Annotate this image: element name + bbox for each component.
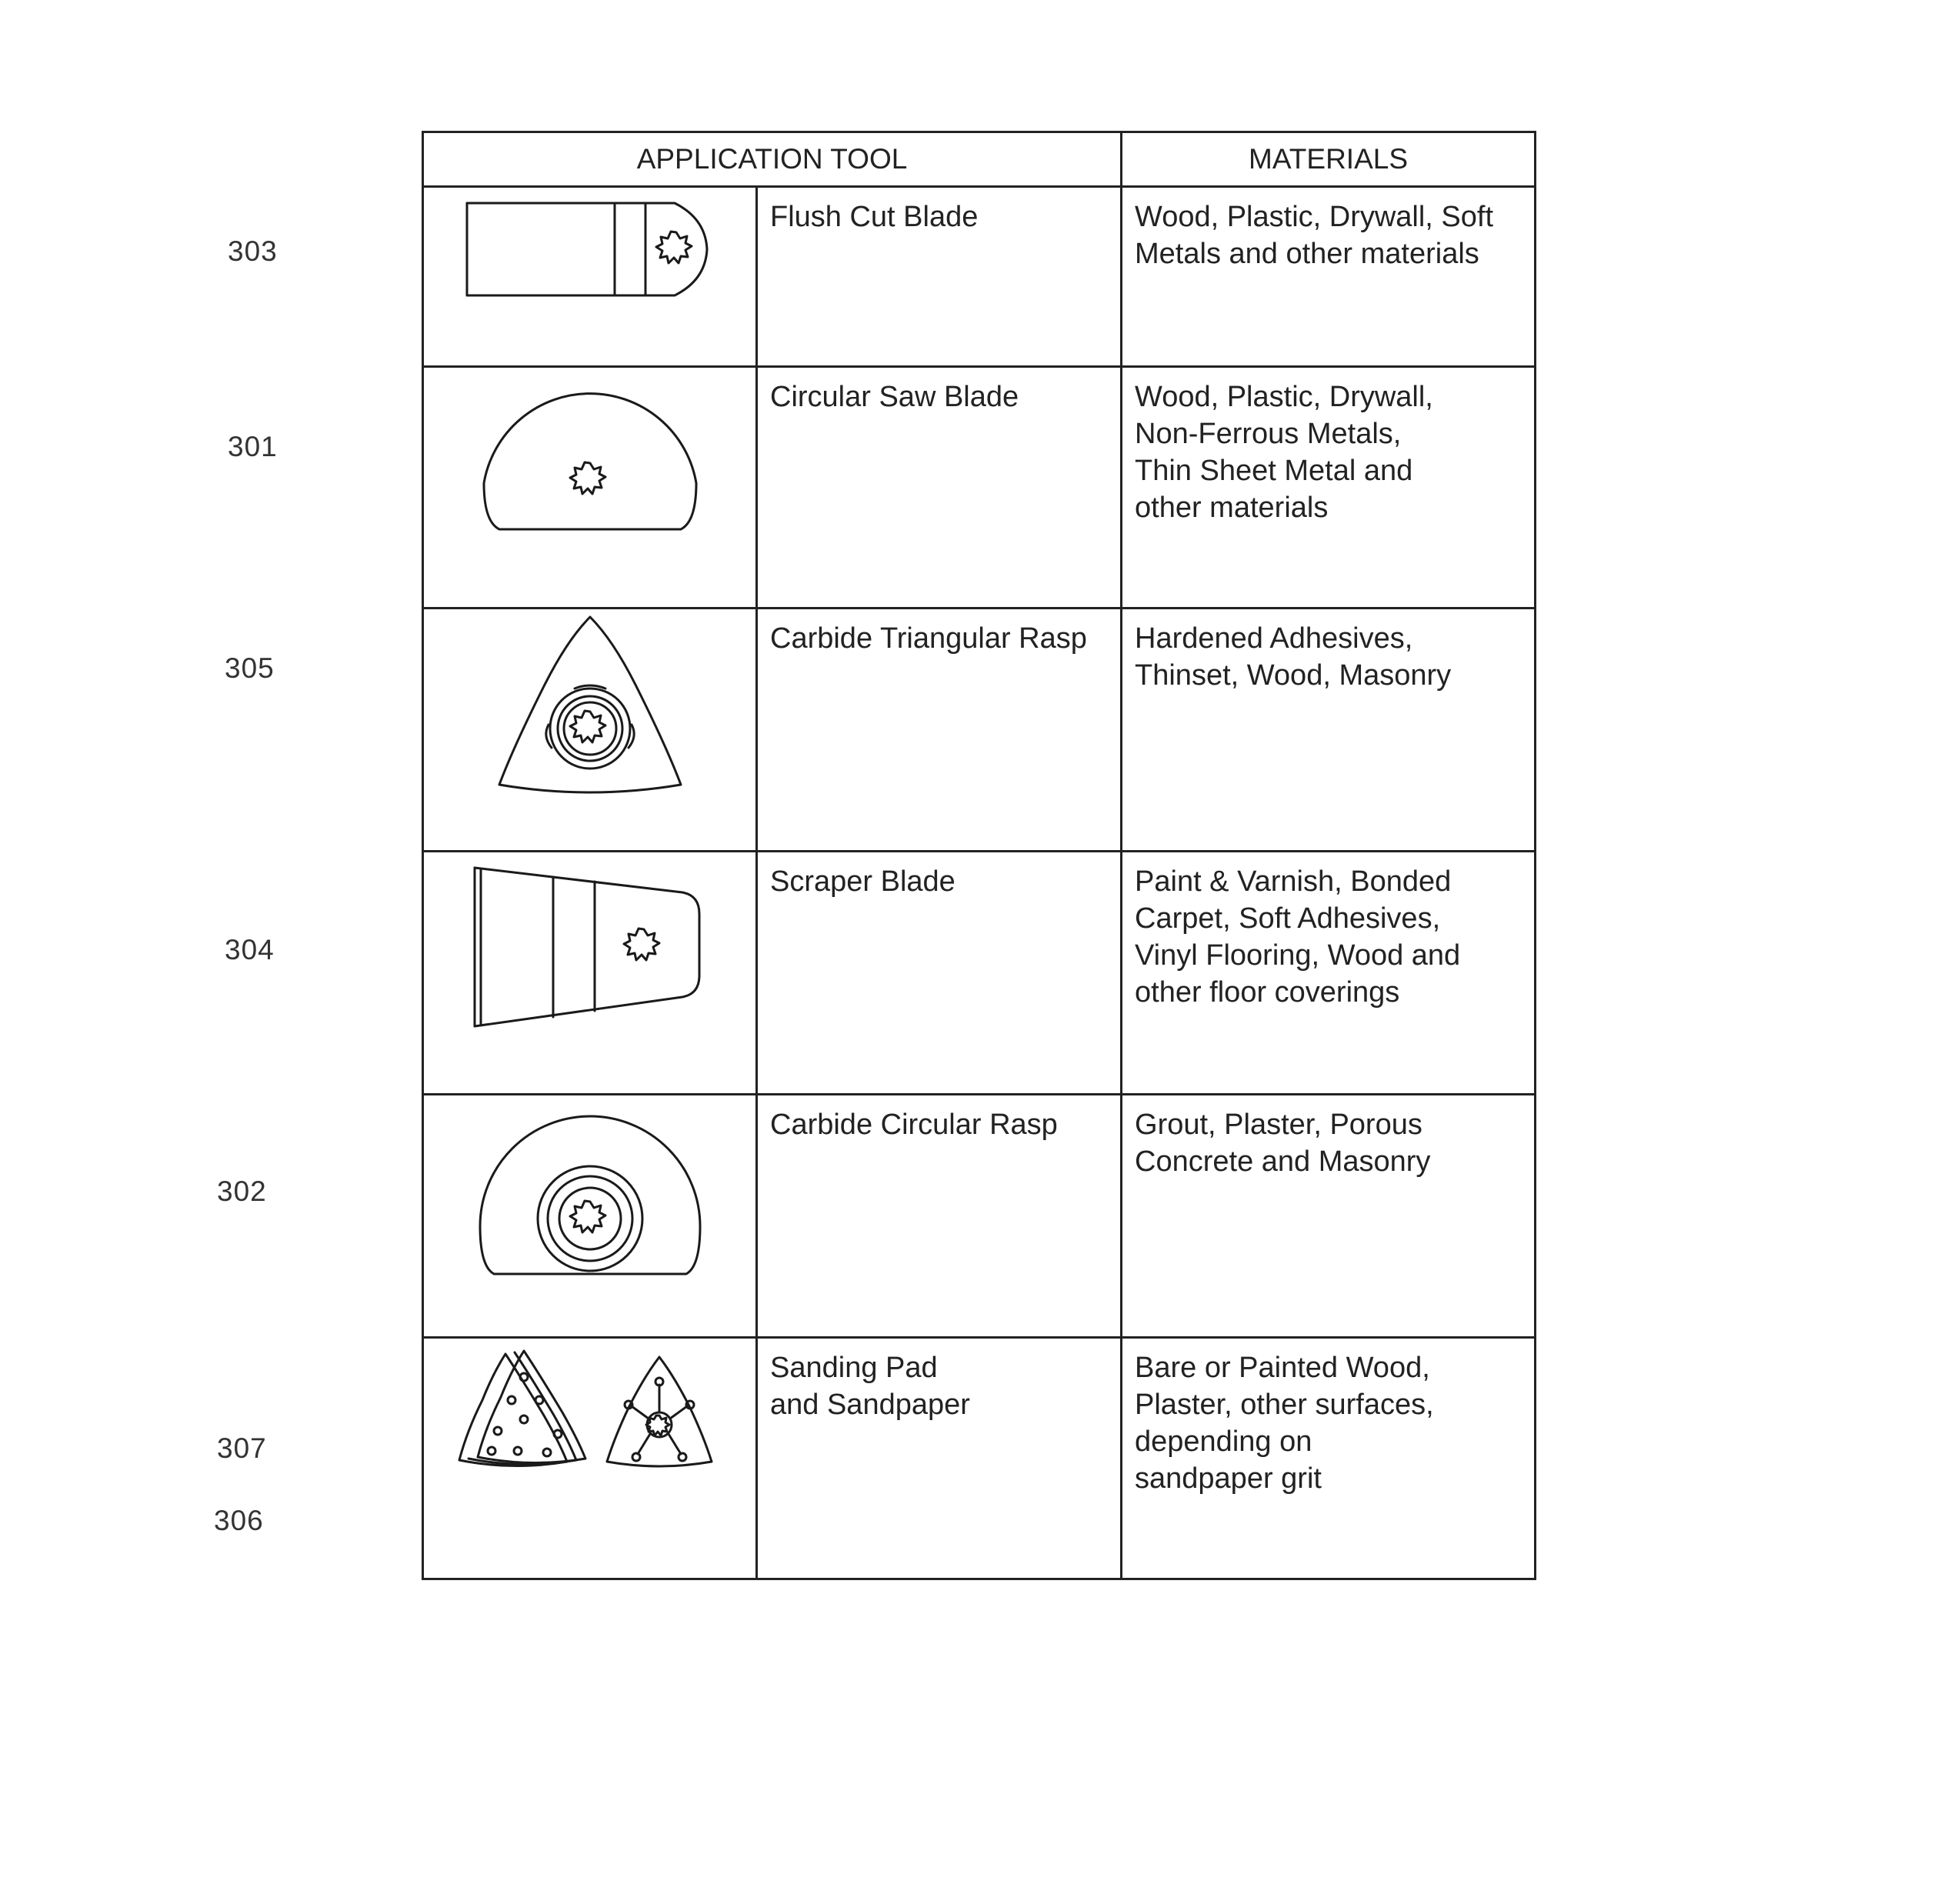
icon-cell <box>423 1338 757 1579</box>
table-header-row <box>423 132 1536 187</box>
icon-cell <box>423 1095 757 1338</box>
tool-name-cell <box>757 852 1122 1095</box>
tool-name: Circular Saw Blade <box>770 381 1019 413</box>
tool-name-cell <box>757 367 1122 609</box>
ref-numeral: 306 <box>214 1505 264 1536</box>
materials-cell: Wood, Plastic, Drywall, Non-Ferrous Metals, Thin Sheet Metal and other materials <box>1122 367 1536 609</box>
tool-name-cell <box>757 609 1122 852</box>
header-materials: MATERIALS <box>1122 132 1536 187</box>
icon-cell <box>423 852 757 1095</box>
application-tool-table <box>422 131 1536 1580</box>
tool-name-cell <box>757 1095 1122 1338</box>
tool-name: Carbide Circular Rasp <box>770 1109 1058 1141</box>
ref-numeral: 301 <box>228 431 278 462</box>
header-application-tool: APPLICATION TOOL <box>423 132 1122 187</box>
table-row <box>423 609 1536 852</box>
ref-numeral: 302 <box>217 1175 267 1207</box>
scraper-blade-icon <box>459 852 721 1037</box>
tool-name-cell <box>757 187 1122 367</box>
materials-cell: Grout, Plaster, Porous Concrete and Masonry <box>1122 1095 1536 1338</box>
tool-name: Scraper Blade <box>770 865 955 898</box>
table-row <box>423 1338 1536 1579</box>
materials-cell: Bare or Painted Wood, Plaster, other surfaces, depending on sandpaper grit <box>1122 1338 1536 1579</box>
table-row <box>423 367 1536 609</box>
tool-name: Carbide Triangular Rasp <box>770 622 1087 655</box>
icon-cell <box>423 187 757 367</box>
carbide-circular-rasp-icon <box>463 1095 717 1295</box>
tool-name: Sanding Pad and Sandpaper <box>770 1352 970 1421</box>
materials-cell: Paint & Varnish, Bonded Carpet, Soft Adhesives, Vinyl Flooring, Wood and other floor coverings <box>1122 852 1536 1095</box>
table-row <box>423 187 1536 367</box>
icon-cell <box>423 609 757 852</box>
materials-cell: Wood, Plastic, Drywall, Soft Metals and other materials <box>1122 187 1536 367</box>
ref-numeral: 305 <box>225 652 275 684</box>
carbide-triangular-rasp-icon <box>482 609 698 809</box>
flush-cut-blade-icon <box>444 188 736 311</box>
ref-numeral: 307 <box>217 1432 267 1464</box>
sanding-pad-and-sandpaper-icon <box>444 1339 736 1477</box>
ref-numeral: 303 <box>228 235 278 267</box>
materials-cell: Hardened Adhesives, Thinset, Wood, Masonry <box>1122 609 1536 852</box>
icon-cell <box>423 367 757 609</box>
ref-numeral: 304 <box>225 934 275 965</box>
table-row <box>423 852 1536 1095</box>
circular-saw-blade-icon <box>467 368 713 552</box>
tool-name: Flush Cut Blade <box>770 201 979 233</box>
table-row <box>423 1095 1536 1338</box>
tool-name-cell <box>757 1338 1122 1579</box>
